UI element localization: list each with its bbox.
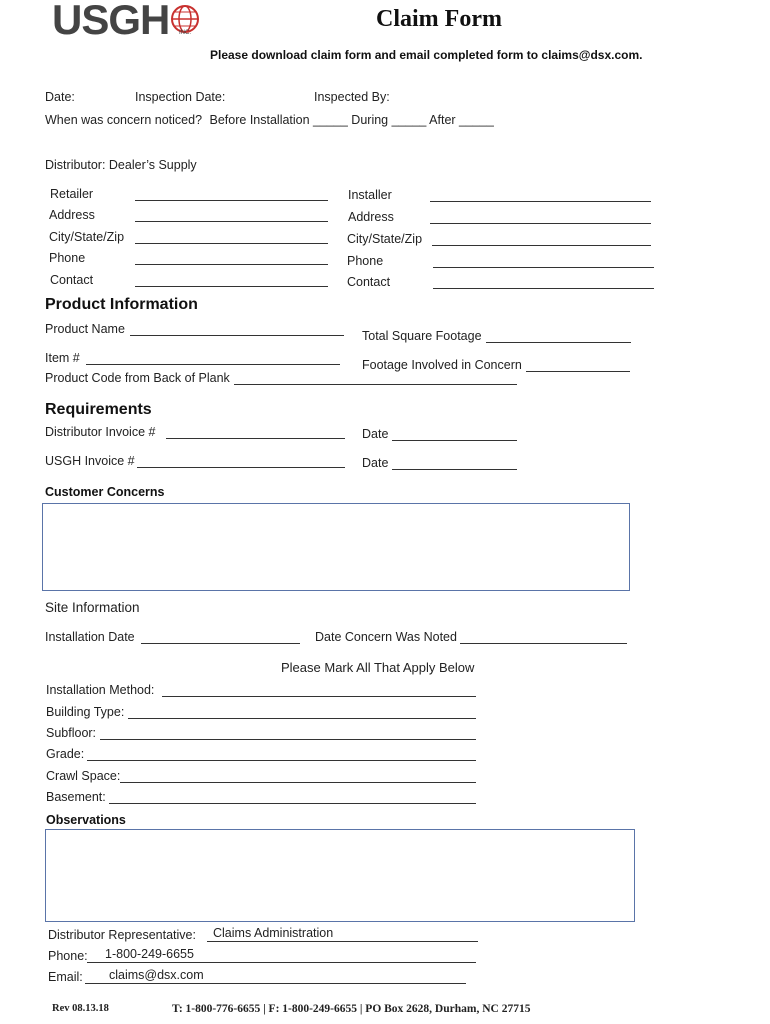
retailer-label: Retailer xyxy=(50,187,94,201)
building-type-field[interactable] xyxy=(128,706,476,719)
subfloor-label: Subfloor: xyxy=(46,726,97,740)
date-concern-noted-field[interactable] xyxy=(460,631,627,644)
before-installation-option[interactable]: Before Installation _____ xyxy=(209,113,348,127)
usgh-logo xyxy=(52,0,202,43)
phone-label: Phone: xyxy=(48,949,88,963)
installer-city-label: City/State/Zip xyxy=(347,232,423,246)
grade-label: Grade: xyxy=(46,747,85,761)
mark-all-label: Please Mark All That Apply Below xyxy=(281,660,475,675)
crawl-space-field[interactable] xyxy=(120,770,476,783)
installer-phone-field[interactable] xyxy=(433,255,654,268)
installation-method-label: Installation Method: xyxy=(46,683,155,697)
usgh-invoice-label: USGH Invoice # xyxy=(45,454,135,468)
form-title: Claim Form xyxy=(376,6,502,32)
date-concern-noted-label: Date Concern Was Noted xyxy=(315,630,457,644)
installation-date-label: Installation Date xyxy=(45,630,135,644)
date-label: Date: xyxy=(45,90,75,104)
after-option[interactable]: After _____ xyxy=(429,113,494,127)
installation-date-field[interactable] xyxy=(141,631,300,644)
email-label: Email: xyxy=(48,970,83,984)
phone-value: 1-800-249-6655 xyxy=(105,947,194,961)
customer-concerns-heading: Customer Concerns xyxy=(45,485,165,499)
basement-field[interactable] xyxy=(109,791,476,804)
logo-sub: INC. xyxy=(179,30,191,36)
crawl-space-label: Crawl Space: xyxy=(46,769,121,783)
total-sqft-label: Total Square Footage xyxy=(362,329,482,343)
customer-concerns-textarea[interactable] xyxy=(42,503,630,591)
email-value: claims@dsx.com xyxy=(109,968,204,982)
installation-method-field[interactable] xyxy=(162,684,476,697)
logo-text: USGH xyxy=(52,0,170,43)
installer-field[interactable] xyxy=(430,189,651,202)
retailer-field[interactable] xyxy=(135,188,328,201)
date-field-2[interactable] xyxy=(392,457,517,470)
product-name-field[interactable] xyxy=(130,323,344,336)
observations-textarea[interactable] xyxy=(45,829,635,922)
concern-question xyxy=(45,113,494,127)
concern-question-text: When was concern noticed? xyxy=(45,113,203,127)
distributor-label: Distributor: Dealer’s Supply xyxy=(45,158,197,172)
grade-field[interactable] xyxy=(87,748,476,761)
during-option[interactable]: During _____ xyxy=(351,113,427,127)
product-code-label: Product Code from Back of Plank xyxy=(45,371,230,385)
installer-address-label: Address xyxy=(348,210,394,224)
installer-contact-field[interactable] xyxy=(433,276,654,289)
installer-contact-label: Contact xyxy=(347,275,391,289)
form-subtitle: Please download claim form and email completed form to claims@dsx.com. xyxy=(210,48,643,62)
rep-value: Claims Administration xyxy=(213,926,334,940)
footer-contact: T: 1-800-776-6655 | F: 1-800-249-6655 | PO Box 2628, Durham, NC 27715 xyxy=(172,1003,531,1015)
subfloor-field[interactable] xyxy=(100,727,476,740)
item-field[interactable] xyxy=(86,352,340,365)
site-info-heading: Site Information xyxy=(45,600,140,615)
product-code-field[interactable] xyxy=(234,372,517,385)
item-label: Item # xyxy=(45,351,80,365)
product-info-heading: Product Information xyxy=(45,296,198,313)
retailer-city-label: City/State/Zip xyxy=(49,230,125,244)
building-type-label: Building Type: xyxy=(46,705,125,719)
revision-label: Rev 08.13.18 xyxy=(52,1003,109,1014)
footage-involved-label: Footage Involved in Concern xyxy=(362,358,522,372)
footage-involved-field[interactable] xyxy=(526,359,630,372)
retailer-phone-field[interactable] xyxy=(135,252,328,265)
retailer-contact-field[interactable] xyxy=(135,274,328,287)
inspected-by-label: Inspected By: xyxy=(314,90,390,104)
retailer-contact-label: Contact xyxy=(50,273,94,287)
date-field-1[interactable] xyxy=(392,428,517,441)
installer-address-field[interactable] xyxy=(430,211,651,224)
basement-label: Basement: xyxy=(46,790,106,804)
rep-label: Distributor Representative: xyxy=(48,928,196,942)
retailer-phone-label: Phone xyxy=(49,251,86,265)
date-label-1: Date xyxy=(362,427,389,441)
distributor-invoice-label: Distributor Invoice # xyxy=(45,425,156,439)
product-name-label: Product Name xyxy=(45,322,125,336)
retailer-city-field[interactable] xyxy=(135,231,328,244)
installer-label: Installer xyxy=(348,188,392,202)
distributor-invoice-field[interactable] xyxy=(166,426,345,439)
installer-phone-label: Phone xyxy=(347,254,384,268)
requirements-heading: Requirements xyxy=(45,401,152,418)
date-label-2: Date xyxy=(362,456,389,470)
usgh-invoice-field[interactable] xyxy=(137,455,345,468)
installer-city-field[interactable] xyxy=(432,233,651,246)
inspection-date-label: Inspection Date: xyxy=(135,90,226,104)
retailer-address-field[interactable] xyxy=(135,209,328,222)
retailer-address-label: Address xyxy=(49,208,95,222)
total-sqft-field[interactable] xyxy=(486,330,631,343)
observations-heading: Observations xyxy=(46,813,126,827)
